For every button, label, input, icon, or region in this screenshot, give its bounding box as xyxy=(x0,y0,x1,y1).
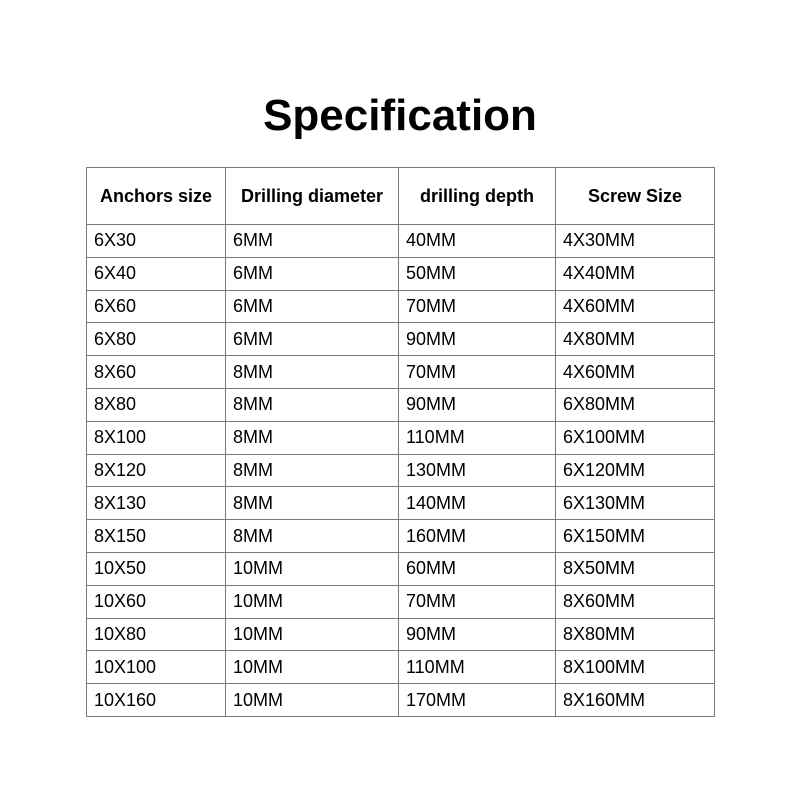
cell-drilling-depth: 40MM xyxy=(399,225,556,258)
cell-screw-size: 4X30MM xyxy=(556,225,715,258)
page-title: Specification xyxy=(263,91,537,140)
table-row xyxy=(87,651,715,684)
table-row xyxy=(87,323,715,356)
cell-screw-size: 4X60MM xyxy=(556,356,715,389)
cell-anchors-size: 6X60 xyxy=(87,290,226,323)
table-row xyxy=(87,454,715,487)
cell-drilling-depth: 90MM xyxy=(399,618,556,651)
cell-drilling-diameter: 8MM xyxy=(226,487,399,520)
table-row xyxy=(87,552,715,585)
cell-screw-size: 6X80MM xyxy=(556,388,715,421)
cell-screw-size: 6X120MM xyxy=(556,454,715,487)
cell-drilling-diameter: 6MM xyxy=(226,290,399,323)
table-row xyxy=(87,585,715,618)
cell-drilling-diameter: 6MM xyxy=(226,225,399,258)
cell-anchors-size: 10X100 xyxy=(87,651,226,684)
cell-drilling-depth: 90MM xyxy=(399,323,556,356)
cell-drilling-diameter: 8MM xyxy=(226,388,399,421)
cell-screw-size: 8X160MM xyxy=(556,684,715,717)
cell-drilling-diameter: 8MM xyxy=(226,454,399,487)
header-drilling-depth: drilling depth xyxy=(399,168,556,225)
header-row xyxy=(87,168,715,225)
cell-drilling-depth: 60MM xyxy=(399,552,556,585)
table-row xyxy=(87,257,715,290)
table-row xyxy=(87,356,715,389)
table-header xyxy=(87,168,715,225)
cell-drilling-diameter: 8MM xyxy=(226,356,399,389)
cell-drilling-depth: 110MM xyxy=(399,651,556,684)
cell-drilling-diameter: 10MM xyxy=(226,684,399,717)
cell-screw-size: 8X50MM xyxy=(556,552,715,585)
cell-screw-size: 6X150MM xyxy=(556,520,715,553)
header-anchors-size: Anchors size xyxy=(87,168,226,225)
cell-drilling-depth: 110MM xyxy=(399,421,556,454)
table-row xyxy=(87,421,715,454)
cell-screw-size: 8X60MM xyxy=(556,585,715,618)
cell-anchors-size: 10X80 xyxy=(87,618,226,651)
cell-drilling-diameter: 10MM xyxy=(226,552,399,585)
cell-drilling-depth: 50MM xyxy=(399,257,556,290)
cell-anchors-size: 8X150 xyxy=(87,520,226,553)
table-row xyxy=(87,520,715,553)
table-row xyxy=(87,290,715,323)
cell-anchors-size: 10X50 xyxy=(87,552,226,585)
cell-drilling-depth: 70MM xyxy=(399,290,556,323)
cell-drilling-depth: 140MM xyxy=(399,487,556,520)
cell-screw-size: 4X60MM xyxy=(556,290,715,323)
cell-screw-size: 4X40MM xyxy=(556,257,715,290)
cell-drilling-depth: 160MM xyxy=(399,520,556,553)
cell-anchors-size: 8X60 xyxy=(87,356,226,389)
cell-drilling-depth: 130MM xyxy=(399,454,556,487)
cell-drilling-diameter: 6MM xyxy=(226,257,399,290)
cell-drilling-depth: 90MM xyxy=(399,388,556,421)
cell-drilling-depth: 70MM xyxy=(399,356,556,389)
cell-anchors-size: 6X40 xyxy=(87,257,226,290)
cell-screw-size: 8X80MM xyxy=(556,618,715,651)
cell-anchors-size: 8X100 xyxy=(87,421,226,454)
specification-table xyxy=(86,167,715,717)
table-row xyxy=(87,684,715,717)
table-row xyxy=(87,225,715,258)
cell-anchors-size: 10X60 xyxy=(87,585,226,618)
cell-drilling-diameter: 8MM xyxy=(226,520,399,553)
cell-anchors-size: 10X160 xyxy=(87,684,226,717)
table-row xyxy=(87,618,715,651)
cell-anchors-size: 8X80 xyxy=(87,388,226,421)
cell-anchors-size: 8X120 xyxy=(87,454,226,487)
cell-screw-size: 6X130MM xyxy=(556,487,715,520)
cell-anchors-size: 8X130 xyxy=(87,487,226,520)
cell-drilling-depth: 170MM xyxy=(399,684,556,717)
table-row xyxy=(87,388,715,421)
table-row xyxy=(87,487,715,520)
cell-drilling-diameter: 10MM xyxy=(226,585,399,618)
header-drilling-diameter: Drilling diameter xyxy=(226,168,399,225)
table-body xyxy=(87,225,715,717)
cell-drilling-diameter: 10MM xyxy=(226,618,399,651)
cell-anchors-size: 6X30 xyxy=(87,225,226,258)
header-screw-size: Screw Size xyxy=(556,168,715,225)
cell-drilling-diameter: 10MM xyxy=(226,651,399,684)
cell-drilling-diameter: 6MM xyxy=(226,323,399,356)
cell-anchors-size: 6X80 xyxy=(87,323,226,356)
cell-screw-size: 6X100MM xyxy=(556,421,715,454)
cell-screw-size: 8X100MM xyxy=(556,651,715,684)
cell-drilling-diameter: 8MM xyxy=(226,421,399,454)
cell-screw-size: 4X80MM xyxy=(556,323,715,356)
cell-drilling-depth: 70MM xyxy=(399,585,556,618)
